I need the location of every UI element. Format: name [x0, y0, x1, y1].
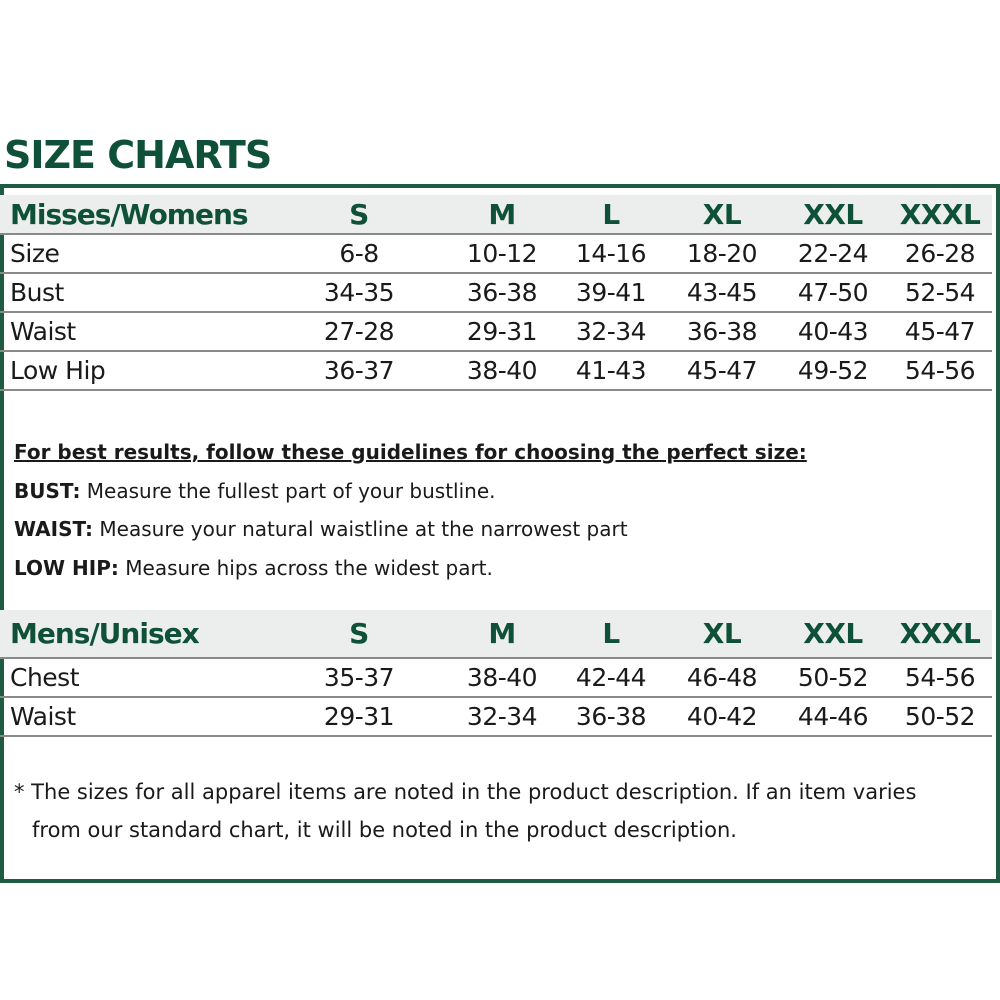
- table-cell: 6-8: [270, 234, 448, 273]
- footnote: [14, 773, 974, 849]
- row-label: Size: [0, 234, 270, 273]
- mens-header-row: [0, 610, 992, 658]
- table-cell: 54-56: [888, 351, 992, 390]
- footnote-line: * The sizes for all apparel items are noted in the product description. If an item varies: [14, 780, 917, 804]
- table-cell: 22-24: [778, 234, 888, 273]
- table-cell: 34-35: [270, 273, 448, 312]
- womens-header-label: Misses/Womens: [0, 195, 270, 234]
- table-cell: 50-52: [888, 697, 992, 736]
- size-header-xxl: XXL: [778, 610, 888, 658]
- table-cell: 46-48: [666, 658, 778, 697]
- table-cell: 32-34: [448, 697, 556, 736]
- table-row: [0, 658, 992, 697]
- womens-size-table: [0, 195, 992, 391]
- size-header-xl: XL: [666, 195, 778, 234]
- table-cell: 36-38: [666, 312, 778, 351]
- size-header-xl: XL: [666, 610, 778, 658]
- guideline-item: [14, 472, 807, 511]
- womens-header-row: [0, 195, 992, 234]
- size-header-s: S: [270, 610, 448, 658]
- guideline-text: Measure the fullest part of your bustline.: [80, 478, 496, 503]
- size-header-m: M: [448, 195, 556, 234]
- table-cell: 29-31: [448, 312, 556, 351]
- table-cell: 40-43: [778, 312, 888, 351]
- guideline-text: Measure your natural waistline at the narrowest part: [93, 517, 628, 541]
- table-cell: 14-16: [556, 234, 666, 273]
- size-header-xxxl: XXXL: [888, 610, 992, 658]
- size-header-xxxl: XXXL: [888, 195, 992, 234]
- page-title: SIZE CHARTS: [4, 133, 272, 177]
- table-cell: 36-37: [270, 351, 448, 390]
- table-cell: 36-38: [556, 697, 666, 736]
- table-cell: 43-45: [666, 273, 778, 312]
- table-cell: 38-40: [448, 658, 556, 697]
- guideline-term: BUST:: [14, 478, 81, 503]
- table-cell: 50-52: [778, 658, 888, 697]
- table-cell: 47-50: [778, 273, 888, 312]
- size-header-m: M: [448, 610, 556, 658]
- size-header-s: S: [270, 195, 448, 234]
- guideline-term: LOW HIP:: [14, 555, 119, 580]
- table-row: [0, 351, 992, 390]
- row-label: Low Hip: [0, 351, 270, 390]
- table-cell: 27-28: [270, 312, 448, 351]
- table-row: [0, 234, 992, 273]
- measurement-guidelines: [14, 433, 807, 587]
- table-cell: 32-34: [556, 312, 666, 351]
- size-header-l: L: [556, 195, 666, 234]
- table-cell: 26-28: [888, 234, 992, 273]
- table-row: [0, 312, 992, 351]
- mens-size-table: [0, 610, 992, 737]
- table-cell: 40-42: [666, 697, 778, 736]
- table-cell: 45-47: [888, 312, 992, 351]
- table-cell: 18-20: [666, 234, 778, 273]
- table-cell: 36-38: [448, 273, 556, 312]
- table-cell: 39-41: [556, 273, 666, 312]
- guideline-item: [14, 549, 807, 588]
- table-cell: 54-56: [888, 658, 992, 697]
- table-cell: 41-43: [556, 351, 666, 390]
- size-header-xxl: XXL: [778, 195, 888, 234]
- footnote-line: from our standard chart, it will be noted in the product description.: [32, 818, 737, 842]
- guideline-item: [14, 510, 807, 549]
- row-label: Chest: [0, 658, 270, 697]
- guidelines-heading: For best results, follow these guidelines for choosing the perfect size:: [14, 440, 807, 464]
- row-label: Waist: [0, 697, 270, 736]
- table-cell: 49-52: [778, 351, 888, 390]
- table-row: [0, 697, 992, 736]
- table-cell: 38-40: [448, 351, 556, 390]
- row-label: Bust: [0, 273, 270, 312]
- table-cell: 45-47: [666, 351, 778, 390]
- table-cell: 44-46: [778, 697, 888, 736]
- table-cell: 29-31: [270, 697, 448, 736]
- table-row: [0, 273, 992, 312]
- row-label: Waist: [0, 312, 270, 351]
- table-cell: 10-12: [448, 234, 556, 273]
- table-cell: 52-54: [888, 273, 992, 312]
- guideline-text: Measure hips across the widest part.: [118, 555, 493, 580]
- size-header-l: L: [556, 610, 666, 658]
- table-cell: 42-44: [556, 658, 666, 697]
- guideline-term: WAIST:: [14, 517, 94, 541]
- mens-header-label: Mens/Unisex: [0, 610, 270, 658]
- table-cell: 35-37: [270, 658, 448, 697]
